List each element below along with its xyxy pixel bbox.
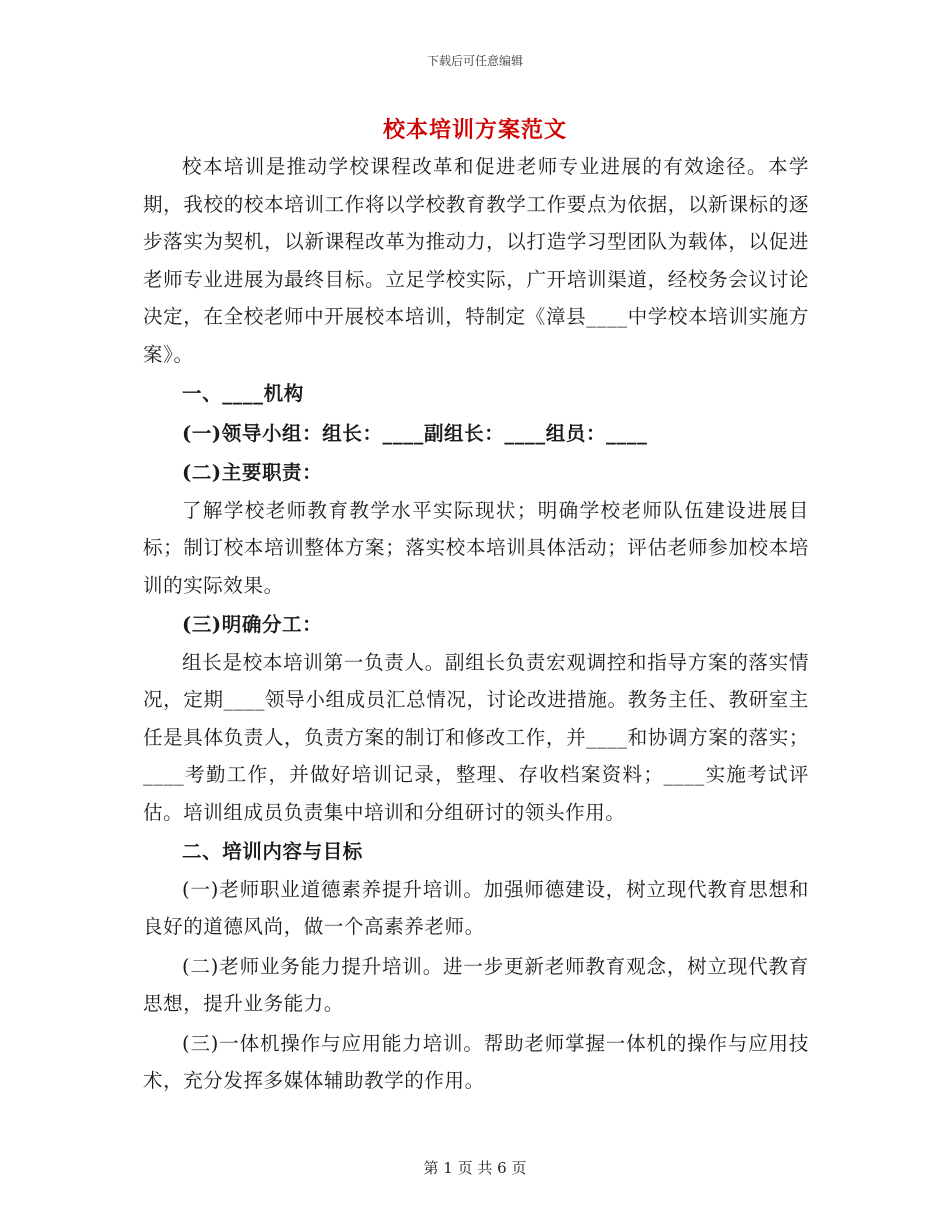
page-number-footer: 第 1 页 共 6 页	[423, 1159, 527, 1177]
intro-paragraph: 校本培训是推动学校课程改革和促进老师专业进展的有效途径。本学期，我校的校本培训工作将以学校教育教学工作要点为依据，以新课标的逐步落实为契机，以新课程改革为推动力，以打造学习型团队为载体，以促进老师专业进展为最终目标。立足学校实际，广开培训渠道，经校务会议讨论决定，在全校老师中开展校本培训，特制定《漳县____中学校本培训实施方案》。	[143, 155, 809, 366]
document-body	[143, 148, 809, 1100]
page-header-note: 下载后可任意编辑	[426, 54, 523, 68]
document-title: 校本培训方案范文	[382, 117, 567, 143]
content-item-professional: (二)老师业务能力提升培训。进一步更新老师教育观念，树立现代教育思想，提升业务能力。	[143, 954, 809, 1015]
section-heading-content-goals: 二、培训内容与目标	[182, 840, 363, 863]
leadership-group-line: (一)领导小组：组长：____副组长：____组员：____	[182, 421, 648, 445]
content-item-ethics: (一)老师职业道德素养提升培训。加强师德建设，树立现代教育思想和良好的道德风尚，做一个高素养老师。	[143, 877, 809, 938]
subsection-heading-division: (三)明确分工：	[182, 613, 323, 636]
content-item-equipment: (三)一体机操作与应用能力培训。帮助老师掌握一体机的操作与应用技术，充分发挥多媒体辅助教学的作用。	[143, 1031, 809, 1092]
division-paragraph: 组长是校本培训第一负责人。副组长负责宏观调控和指导方案的落实情况，定期____领导小组成员汇总情况，讨论改进措施。教务主任、教研室主任是具体负责人，负责方案的制订和修改工作，并____和协调方案的落实；____考勤工作，并做好培训记录，整理、存收档案资料；____实施考试评估。培训组成员负责集中培训和分组研讨的领头作用。	[143, 650, 809, 824]
subsection-heading-duties: (二)主要职责：	[182, 461, 323, 484]
duties-paragraph: 了解学校老师教育教学水平实际现状；明确学校老师队伍建设进展目标；制订校本培训整体方案；落实校本培训具体活动；评估老师参加校本培训的实际效果。	[143, 498, 809, 597]
section-heading-organization: 一、____机构	[182, 382, 304, 405]
